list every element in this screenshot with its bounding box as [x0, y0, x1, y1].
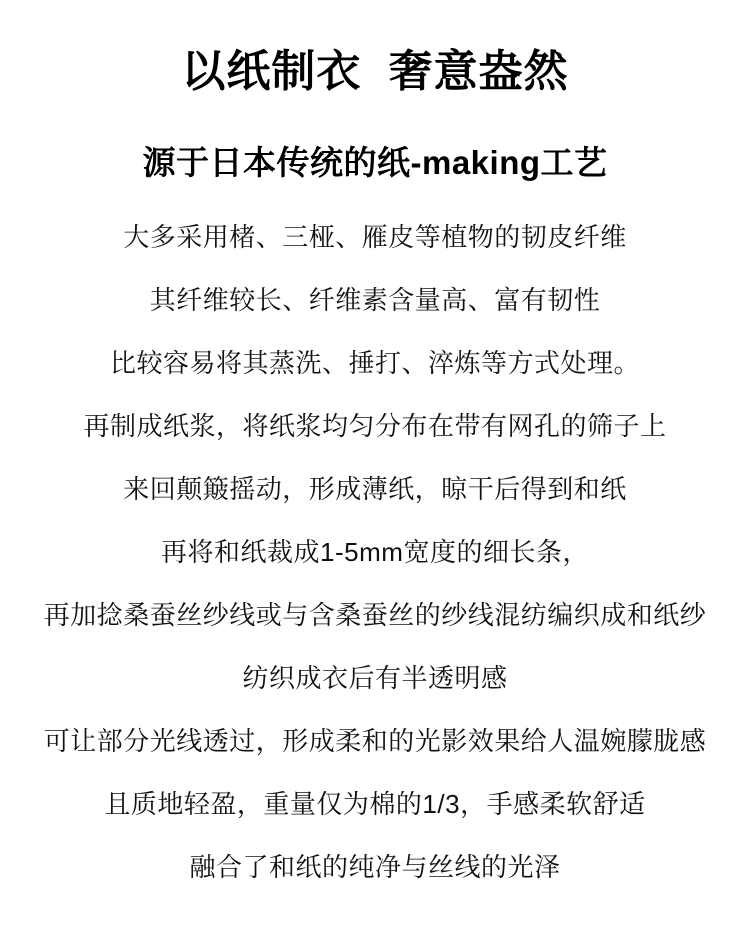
description-line-8: 纺织成衣后有半透明感	[242, 663, 508, 693]
page-title: 以纸制衣 奢意盎然	[181, 47, 569, 96]
description-line-2: 其纤维较长、纤维素含量高、富有韧性	[149, 285, 601, 315]
description-line-4: 再制成纸浆，将纸浆均匀分布在带有网孔的筛子上	[83, 411, 667, 441]
description-line-6: 再将和纸裁成1-5mm宽度的细长条，	[161, 537, 589, 567]
description-line-9: 可让部分光线透过，形成柔和的光影效果给人温婉朦胧感	[43, 726, 707, 756]
page-subtitle: 源于日本传统的纸-making工艺	[142, 144, 608, 181]
description-line-10: 且质地轻盈，重量仅为棉的1/3，手感柔软舒适	[104, 789, 646, 819]
description-line-3: 比较容易将其蒸洗、捶打、淬炼等方式处理。	[109, 348, 640, 378]
description-paragraphs	[0, 206, 750, 899]
description-line-5: 来回颠簸摇动，形成薄纸，晾干后得到和纸	[123, 474, 627, 504]
description-line-1: 大多采用楮、三桠、雁皮等植物的韧皮纤维	[123, 222, 627, 252]
description-line-11: 融合了和纸的纯净与丝线的光泽	[189, 852, 561, 882]
description-line-7: 再加捻桑蚕丝纱线或与含桑蚕丝的纱线混纺编织成和纸纱	[43, 600, 707, 630]
